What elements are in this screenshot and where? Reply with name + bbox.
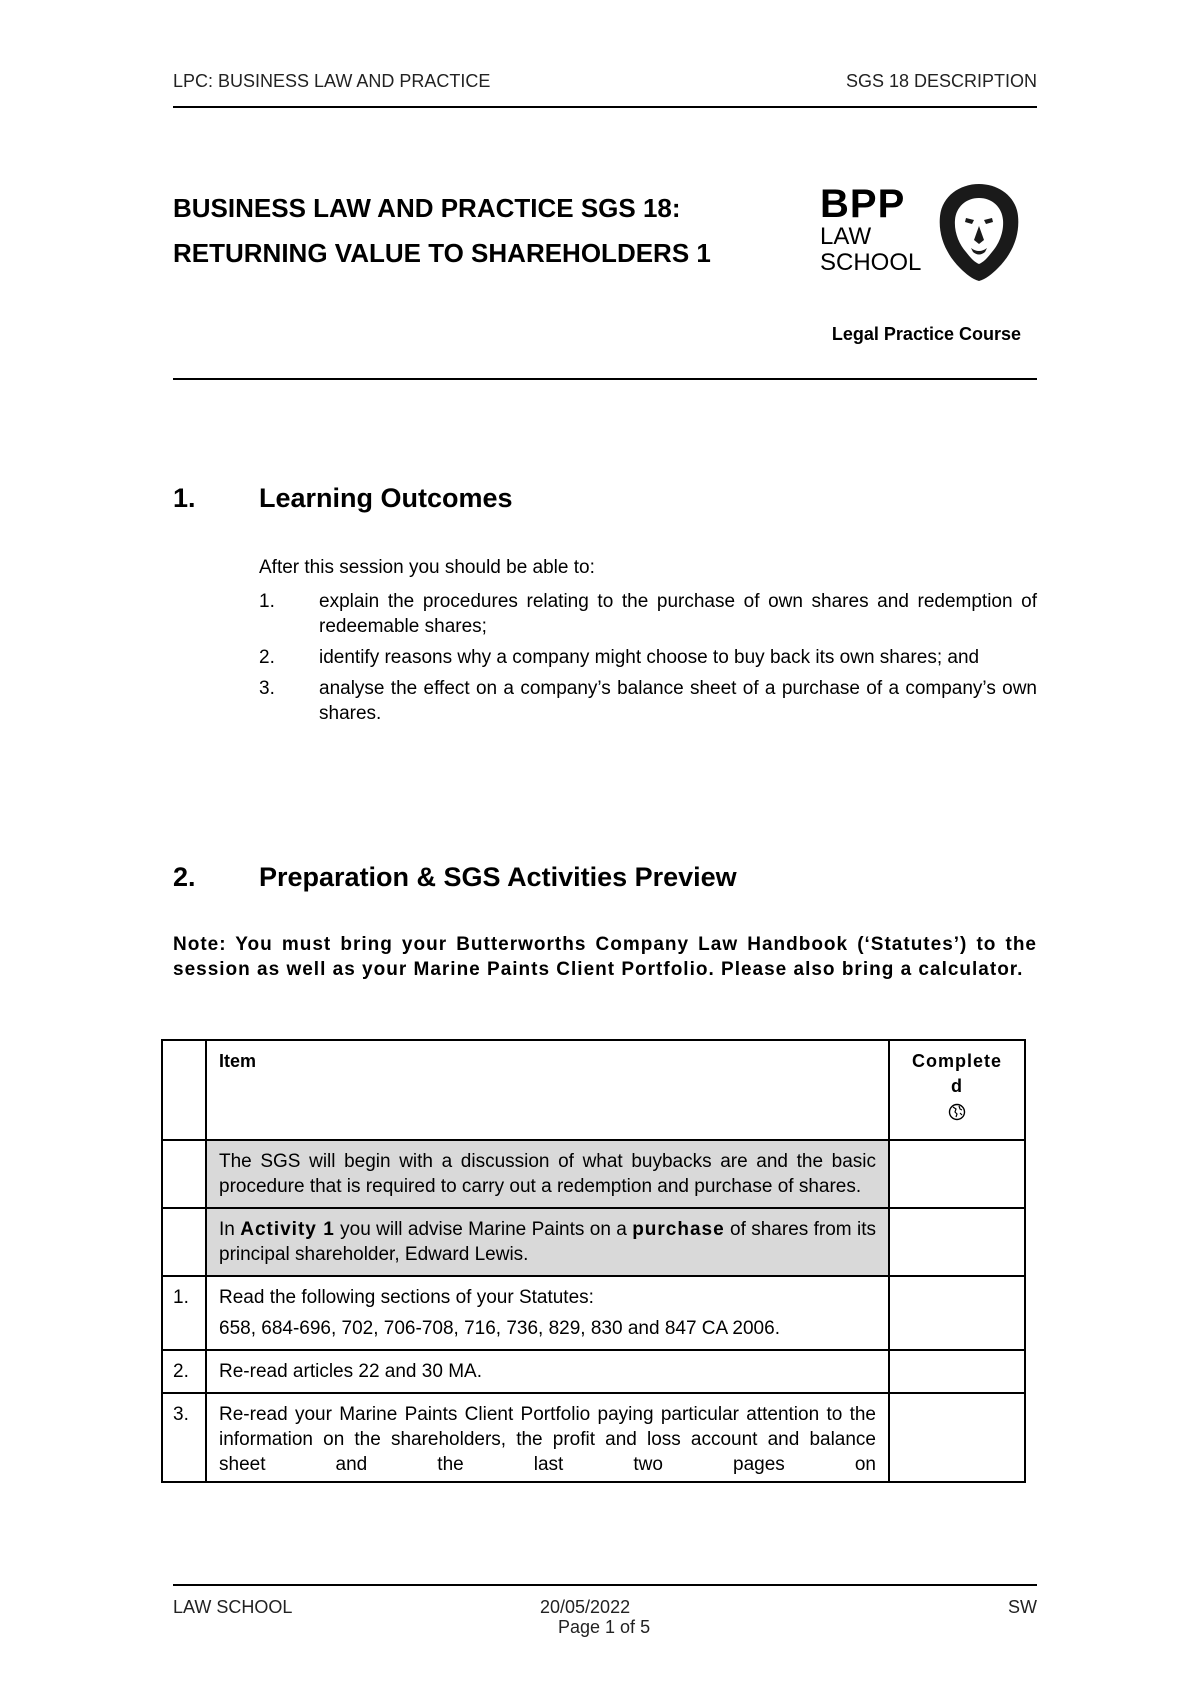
outcome-number: 2.: [259, 647, 275, 668]
document-title: [173, 186, 711, 276]
table-row: [162, 1140, 1025, 1208]
outcomes-intro: After this session you should be able to:: [259, 557, 595, 578]
outcome-item: [259, 589, 1037, 639]
column-header-completed-line-2: d: [951, 1076, 963, 1096]
row-item-cell: [206, 1393, 889, 1482]
header-right: SGS 18 DESCRIPTION: [845, 71, 1037, 91]
row-number-cell: [162, 1208, 206, 1276]
globe-icon: [948, 1103, 966, 1121]
title-line-2: RETURNING VALUE TO SHAREHOLDERS 1: [173, 238, 711, 268]
row-text: Re-read articles 22 and 30 MA.: [219, 1361, 482, 1382]
intro-discussion-text: The SGS will begin with a discussion of what buybacks are and the basic procedure that is required to carry out a redemption and purchase of shares.: [219, 1151, 876, 1197]
outcome-item: [259, 645, 1037, 670]
logo-brand: BPP: [820, 182, 906, 226]
table-row: [162, 1393, 1025, 1482]
completed-checkbox-cell[interactable]: [889, 1350, 1025, 1393]
header-rule: [173, 106, 1037, 108]
preparation-note: Note: You must bring your Butterworths Company Law Handbook (‘Statutes’) to the session as well as your Marine Paints Client Portfolio. Please also bring a calculator.: [173, 934, 1037, 980]
completed-checkbox-cell[interactable]: [889, 1393, 1025, 1482]
outcome-text: identify reasons why a company might choose to buy back its own shares; and: [319, 647, 980, 668]
row-sections-text: 658, 684-696, 702, 706-708, 716, 736, 829, 830 and 847 CA 2006.: [219, 1318, 780, 1339]
table-header-row: [162, 1040, 1025, 1140]
activity-1-text-part: of shares from its principal shareholder, Edward Lewis.: [219, 1219, 876, 1265]
activities-table: [161, 1039, 1026, 1483]
completed-checkbox-cell[interactable]: [889, 1208, 1025, 1276]
row-item-cell: [206, 1208, 889, 1276]
title-line-1: BUSINESS LAW AND PRACTICE SGS 18:: [173, 193, 681, 223]
row-item-cell: [206, 1276, 889, 1350]
section-2-number: 2.: [173, 862, 196, 892]
table-row: [162, 1208, 1025, 1276]
section-1-number: 1.: [173, 483, 196, 513]
row-text: Re-read your Marine Paints Client Portfolio paying particular attention to the information on the shareholders, the profit and loss account and balance sheet and the last two pages on: [219, 1404, 876, 1475]
column-header-completed: [902, 1049, 1012, 1099]
header-left: LPC: BUSINESS LAW AND PRACTICE: [173, 71, 491, 91]
row-number-cell: 2.: [162, 1350, 206, 1393]
footer-left: LAW SCHOOL: [173, 1597, 293, 1617]
bpp-law-school-logo: [820, 182, 1020, 282]
header-completed-cell: [889, 1040, 1025, 1140]
logo-line-2: SCHOOL: [820, 249, 922, 276]
outcome-text: analyse the effect on a company’s balance sheet of a purchase of a company’s own shares.: [319, 678, 1037, 724]
title-rule: [173, 378, 1037, 380]
row-text: Read the following sections of your Statutes:: [219, 1287, 594, 1308]
activity-1-text: [219, 1217, 876, 1267]
table-row: [162, 1350, 1025, 1393]
logo-line-1: LAW: [820, 223, 872, 250]
outcome-number: 3.: [259, 678, 275, 699]
column-header-item: Item: [219, 1051, 257, 1071]
page-number: Page 1 of 5: [558, 1617, 651, 1637]
course-label: Legal Practice Course: [831, 324, 1021, 344]
table-row: [162, 1276, 1025, 1350]
column-header-completed-line-1: Complete: [911, 1051, 1002, 1071]
completed-checkbox-cell[interactable]: [889, 1140, 1025, 1208]
section-1-title: Learning Outcomes: [259, 483, 513, 513]
row-number-cell: 1.: [162, 1276, 206, 1350]
footer-rule: [173, 1584, 1037, 1586]
row-number-cell: 3.: [162, 1393, 206, 1482]
lion-icon: [938, 182, 1020, 282]
activity-1-label: Activity 1: [240, 1219, 335, 1240]
footer-date: 20/05/2022: [540, 1597, 631, 1617]
outcomes-list: [259, 589, 1037, 732]
logo-subtitle: [820, 224, 921, 276]
row-item-cell: [206, 1350, 889, 1393]
activity-1-text-part: In: [219, 1219, 241, 1240]
row-number-cell: [162, 1140, 206, 1208]
activity-1-text-part: you will advise Marine Paints on a: [334, 1219, 633, 1240]
purchase-emphasis: purchase: [632, 1219, 725, 1240]
header-item-cell: [206, 1040, 889, 1140]
outcome-text: explain the procedures relating to the purchase of own shares and redemption of redeemable shares;: [319, 591, 1037, 637]
completed-checkbox-cell[interactable]: [889, 1276, 1025, 1350]
outcome-item: [259, 676, 1037, 726]
header-number-cell: [162, 1040, 206, 1140]
outcome-number: 1.: [259, 591, 275, 612]
section-2-title: Preparation & SGS Activities Preview: [259, 862, 737, 892]
row-item-cell: [206, 1140, 889, 1208]
footer-right: SW: [1008, 1597, 1037, 1617]
